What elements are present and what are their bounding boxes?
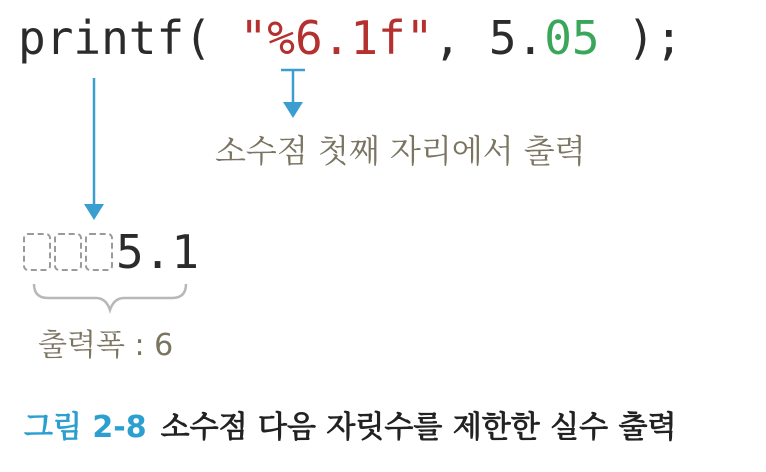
output-width-label: 출력폭 : 6	[38, 328, 174, 363]
pad-space-box	[85, 233, 113, 271]
output-decimal-part: 1	[171, 225, 200, 279]
precision-annotation: 소수점 첫째 자리에서 출력	[215, 132, 586, 170]
output-integer-part: 5.	[116, 225, 172, 279]
width-arrow	[84, 78, 104, 220]
value-decimal-part: 05	[544, 11, 600, 65]
figure-caption	[24, 408, 677, 448]
precision-arrow	[281, 70, 305, 118]
format-string: "%6.1f"	[239, 11, 434, 65]
width-brace	[34, 284, 186, 310]
figure-title: 소수점 다음 자릿수를 제한한 실수 출력	[160, 410, 677, 445]
pad-space-box	[54, 233, 82, 271]
output-line	[23, 224, 199, 280]
value-integer-part: 5.	[488, 11, 545, 65]
pad-space-box	[23, 233, 51, 271]
code-prefix: printf(	[18, 11, 240, 65]
code-separator: ,	[433, 11, 489, 65]
code-suffix: );	[599, 11, 683, 65]
figure-number: 그림 2-8	[24, 410, 147, 445]
